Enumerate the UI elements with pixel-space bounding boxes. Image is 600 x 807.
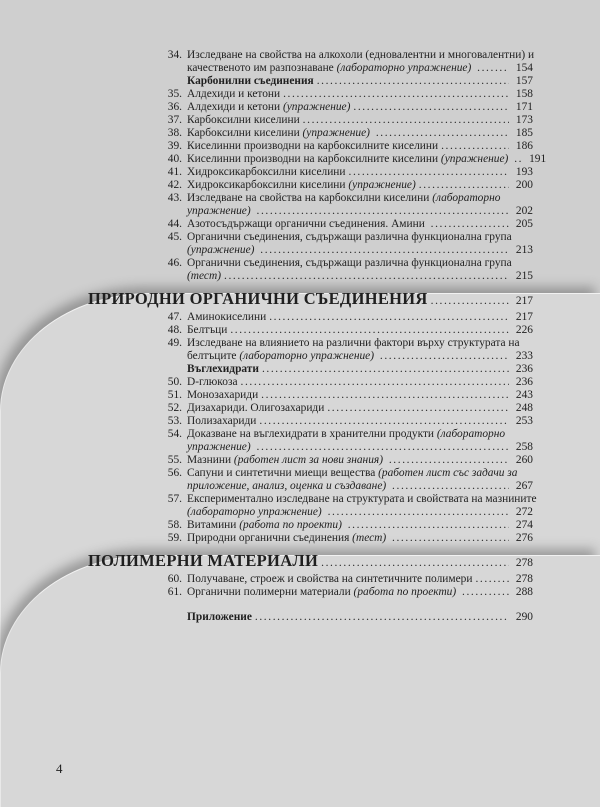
entry-title: D-глюкоза	[187, 376, 238, 388]
toc-line	[88, 114, 533, 127]
entry-annotation: (тест)	[187, 270, 221, 282]
toc-entry	[88, 389, 533, 402]
toc-entry	[88, 311, 533, 324]
toc-line	[88, 140, 533, 153]
toc-line	[88, 415, 533, 428]
entry-title: Азотосъдържащи органични съединения. Амини	[187, 218, 428, 230]
dot-leader	[380, 350, 509, 363]
entry-title: Природни органични съединения	[187, 532, 353, 544]
toc-line	[88, 573, 533, 586]
page-number: 193	[515, 166, 533, 178]
toc-line	[88, 363, 533, 376]
page-number: 253	[515, 415, 533, 427]
dot-leader	[262, 363, 509, 376]
entry-number: 55.	[167, 454, 182, 466]
toc-line	[88, 153, 547, 166]
dot-leader	[477, 62, 509, 75]
page-number: 260	[515, 454, 533, 466]
entry-number: 45.	[167, 231, 182, 243]
toc-line	[88, 467, 533, 480]
entry-annotation: (лабораторно упражнение)	[336, 62, 472, 74]
page-number: 278	[515, 573, 533, 585]
toc-line	[88, 493, 537, 506]
toc-entry	[88, 218, 533, 231]
entry-number: 52.	[167, 402, 182, 414]
entry-title: Карбоксилни киселини	[187, 127, 303, 139]
entry-title	[386, 532, 389, 545]
toc-line	[88, 49, 533, 62]
toc-entry	[88, 493, 537, 519]
entry-title: Дизахариди. Олигозахариди	[187, 402, 325, 414]
entry-title: Карбонилни съединения	[187, 75, 314, 87]
page-number: 236	[515, 363, 533, 375]
dot-leader	[348, 519, 509, 532]
toc-entry	[88, 153, 547, 166]
entry-number: 57.	[167, 493, 182, 505]
toc-entry	[88, 337, 533, 363]
page-number: 215	[515, 270, 533, 282]
page-number: 191	[529, 153, 547, 165]
entry-title	[254, 244, 257, 257]
dot-leader	[259, 415, 509, 428]
dot-leader	[349, 166, 510, 179]
dot-leader	[327, 402, 509, 415]
entry-number: 49.	[167, 337, 182, 349]
toc-line	[88, 311, 533, 324]
entry-title: Алдехиди и кетони	[187, 101, 283, 113]
entry-title: качественото им разпознаване	[187, 62, 337, 74]
section-title: ПОЛИМЕРНИ МАТЕРИАЛИ	[88, 551, 319, 570]
toc-line	[88, 127, 533, 140]
entry-annotation: (работен лист със задачи за	[378, 467, 518, 479]
entry-title: белтъците	[187, 350, 240, 362]
toc-entry	[88, 454, 533, 467]
entry-annotation: (упражнение)	[348, 179, 416, 191]
dot-leader	[260, 244, 509, 257]
entry-title	[374, 350, 377, 363]
entry-title	[508, 153, 511, 166]
page-number: 185	[515, 127, 533, 139]
toc-line	[88, 441, 533, 454]
dot-leader	[261, 389, 509, 402]
page-number: 154	[515, 62, 533, 74]
page-number: 202	[515, 205, 533, 217]
toc-line	[88, 428, 533, 441]
toc-line	[88, 75, 533, 88]
toc-line	[88, 101, 533, 114]
entry-title: Органични съединения, съдържащи различна функционална група	[187, 257, 512, 269]
entry-title	[251, 205, 254, 218]
toc-line	[88, 244, 533, 257]
toc-entry	[88, 257, 533, 283]
entry-number: 53.	[167, 415, 182, 427]
entry-title: Приложение	[187, 611, 252, 623]
toc-entry	[88, 402, 533, 415]
toc-line	[88, 324, 533, 337]
entry-title	[322, 506, 325, 519]
entry-number: 56.	[167, 467, 182, 479]
page-number: 186	[515, 140, 533, 152]
dot-leader	[257, 205, 510, 218]
toc-line	[88, 337, 533, 350]
toc-section-heading	[88, 551, 533, 570]
toc-line	[88, 376, 533, 389]
entry-annotation: (лабораторно	[432, 192, 501, 204]
dot-leader	[441, 140, 509, 153]
dot-leader	[303, 114, 509, 127]
page-number: 205	[515, 218, 533, 230]
entry-title	[251, 441, 254, 454]
entry-annotation: (тест)	[352, 532, 387, 544]
entry-number: 50.	[167, 376, 182, 388]
entry-annotation: (работа по проекти)	[239, 519, 342, 531]
entry-annotation: (работа по проекти)	[353, 586, 457, 598]
toc-entry	[88, 192, 533, 218]
entry-title: Въглехидрати	[187, 363, 259, 375]
entry-title: Органични полимерни материали	[187, 586, 354, 598]
toc-entry	[88, 166, 533, 179]
toc-line	[88, 350, 533, 363]
toc-line	[88, 586, 533, 599]
toc-entry	[88, 532, 533, 545]
page-number: 226	[515, 324, 533, 336]
page-number: 276	[515, 532, 533, 544]
section-title: ПРИРОДНИ ОРГАНИЧНИ СЪЕДИНЕНИЯ	[88, 289, 428, 308]
entry-title: Хидроксикарбоксилни киселини	[187, 179, 349, 191]
toc-entry	[88, 586, 533, 599]
toc-entry	[88, 140, 533, 153]
entry-number: 40.	[167, 153, 182, 165]
entry-title	[342, 519, 345, 532]
toc-entry	[88, 127, 533, 140]
entry-number: 46.	[167, 257, 182, 269]
dot-leader	[431, 295, 509, 308]
toc-line	[88, 88, 533, 101]
toc-line	[88, 179, 533, 192]
page-number: 233	[515, 350, 533, 362]
entry-title: Киселинни производни на карбоксилните киселини	[187, 153, 441, 165]
page-number: 243	[515, 389, 533, 401]
toc-entry	[88, 415, 533, 428]
toc-line	[88, 231, 533, 244]
page-number: 217	[515, 295, 533, 307]
entry-annotation: (упражнение)	[440, 153, 509, 165]
dot-leader	[389, 454, 509, 467]
entry-annotation: (лабораторно упражнение)	[187, 506, 322, 518]
entry-title: Експериментално изследване на структурата и свойствата на мазнините	[187, 493, 537, 505]
page-number: 272	[515, 506, 533, 518]
entry-annotation: (упражнение)	[187, 244, 255, 256]
toc-line	[88, 257, 533, 270]
dot-leader	[431, 218, 509, 231]
toc-entry	[88, 573, 533, 586]
dot-leader	[257, 441, 510, 454]
toc-line	[88, 519, 533, 532]
entry-number: 41.	[167, 166, 182, 178]
entry-title: Монозахариди	[187, 389, 259, 401]
toc-entry	[88, 467, 533, 493]
entry-title: Получаване, строеж и свойства на синтетичните полимери	[187, 573, 473, 585]
entry-title: Мазнини	[187, 454, 234, 466]
page-number: 171	[515, 101, 533, 113]
entry-number: 59.	[167, 532, 182, 544]
entry-title: Хидроксикарбоксилни киселини	[187, 166, 346, 178]
entry-title	[471, 62, 474, 75]
dot-leader	[353, 101, 509, 114]
entry-title	[370, 127, 373, 140]
page-number: 157	[515, 75, 533, 87]
page-number: 258	[515, 441, 533, 453]
dot-leader	[283, 88, 509, 101]
dot-leader	[317, 75, 509, 88]
toc-line	[88, 218, 533, 231]
entry-number: 44.	[167, 218, 182, 230]
entry-number: 60.	[167, 573, 182, 585]
dot-leader	[224, 270, 509, 283]
toc-line	[88, 270, 533, 283]
entry-number: 42.	[167, 179, 182, 191]
toc-line	[88, 402, 533, 415]
page-number: 213	[515, 244, 533, 256]
toc-line	[88, 611, 533, 624]
entry-annotation: (лабораторно	[436, 428, 506, 440]
entry-title	[383, 454, 386, 467]
entry-title: Органични съединения, съдържащи различна функционална група	[187, 231, 512, 243]
page-number: 217	[515, 311, 533, 323]
entry-annotation: (лабораторно упражнение)	[239, 350, 375, 362]
entry-number: 35.	[167, 88, 182, 100]
entry-number: 54.	[167, 428, 182, 440]
toc-entry	[88, 101, 533, 114]
page-number: 248	[515, 402, 533, 414]
entry-number: 36.	[167, 101, 182, 113]
dot-leader	[392, 532, 509, 545]
toc-line	[88, 62, 533, 75]
entry-title: Сапуни и синтетични миещи вещества	[187, 467, 379, 479]
entry-number: 58.	[167, 519, 182, 531]
toc-subheading	[88, 75, 533, 88]
toc-entry	[88, 88, 533, 101]
toc-entry	[88, 428, 533, 454]
toc-line	[88, 205, 533, 218]
entry-annotation: (упражнение)	[282, 101, 351, 113]
dot-leader	[475, 573, 509, 586]
toc-line	[88, 532, 533, 545]
toc-entry	[88, 114, 533, 127]
page-number: 278	[515, 557, 533, 569]
toc-entry	[88, 376, 533, 389]
toc-line	[88, 506, 533, 519]
toc-entry	[88, 324, 533, 337]
entry-title: Полизахариди	[187, 415, 257, 427]
entry-number: 38.	[167, 127, 182, 139]
toc-line	[88, 480, 533, 493]
dot-leader	[255, 611, 509, 624]
toc-list	[88, 49, 547, 624]
toc-section-heading	[88, 289, 533, 308]
dot-leader	[514, 153, 522, 166]
entry-number: 37.	[167, 114, 182, 126]
entry-title: Доказване на въглехидрати в хранителни продукти	[187, 428, 437, 440]
entry-number: 51.	[167, 389, 182, 401]
entry-title: Алдехиди и кетони	[187, 88, 281, 100]
dot-leader	[376, 127, 509, 140]
dot-leader	[230, 324, 509, 337]
entry-annotation: (упражнение)	[302, 127, 370, 139]
page-number: 200	[515, 179, 533, 191]
entry-number: 47.	[167, 311, 182, 323]
entry-annotation: упражнение)	[187, 205, 251, 217]
entry-number: 61.	[167, 586, 182, 598]
page-number: 158	[515, 88, 533, 100]
toc-line	[88, 389, 533, 402]
entry-annotation: приложение, анализ, оценка и създаване)	[187, 480, 387, 492]
toc-subheading	[88, 363, 533, 376]
entry-annotation: (работен лист за нови знания)	[233, 454, 383, 466]
entry-number: 34.	[167, 49, 182, 61]
toc-entry	[88, 179, 533, 192]
entry-annotation: упражнение)	[187, 441, 251, 453]
entry-title	[456, 586, 459, 599]
dot-leader	[392, 480, 509, 493]
entry-title: Изследване на влиянието на различни фактори върху структурата на	[187, 337, 520, 349]
dot-leader	[241, 376, 509, 389]
toc-line	[88, 454, 533, 467]
page-number: 173	[515, 114, 533, 126]
folio-page-number: 4	[56, 761, 63, 776]
page-number: 236	[515, 376, 533, 388]
entry-title: Витамини	[187, 519, 240, 531]
entry-number: 43.	[167, 192, 182, 204]
entry-title: Изследване на свойства на карбоксилни киселини	[187, 192, 433, 204]
dot-leader	[321, 557, 509, 570]
page-number: 288	[515, 586, 533, 598]
entry-title: Киселинни производни на карбоксилните киселини	[187, 140, 439, 152]
entry-title	[386, 480, 389, 493]
dot-leader	[419, 179, 509, 192]
dot-leader	[462, 586, 509, 599]
page-number: 290	[515, 611, 533, 623]
dot-leader	[328, 506, 509, 519]
entry-number: 39.	[167, 140, 182, 152]
dot-leader	[269, 311, 509, 324]
page-number: 267	[515, 480, 533, 492]
page-number: 274	[515, 519, 533, 531]
toc-appendix	[88, 611, 533, 624]
entry-title: Изследване на свойства на алкохоли (едновалентни и многовалентни) и	[187, 49, 535, 61]
toc-entry	[88, 519, 533, 532]
entry-title: Белтъци	[187, 324, 228, 336]
entry-number: 48.	[167, 324, 182, 336]
entry-title: Аминокиселини	[187, 311, 267, 323]
entry-title: Карбоксилни киселини	[187, 114, 300, 126]
toc-line	[88, 192, 533, 205]
toc-entry	[88, 231, 533, 257]
toc-line	[88, 166, 533, 179]
toc-entry	[88, 49, 533, 75]
